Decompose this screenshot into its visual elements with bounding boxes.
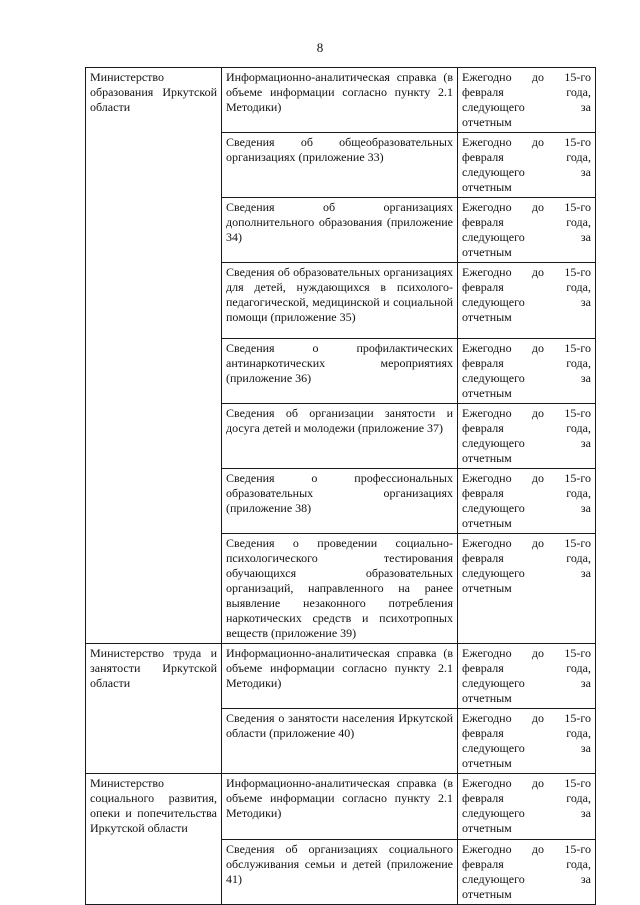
deadline-word: следующего: [462, 165, 525, 179]
deadline-word: 15-го: [564, 406, 591, 420]
deadline-word: отчетным: [462, 581, 512, 595]
report-description-cell: Сведения о проведении социально-психологического тестирования обучающихся образовательных организаций, направленного на ранее выявление незаконного потребления наркотических средств и психотропных веществ (приложение 39): [222, 534, 458, 644]
deadline-word: февраля: [462, 726, 504, 740]
deadline-word: 15-го: [564, 200, 591, 214]
deadline-word: февраля: [462, 356, 504, 370]
deadline-word: до: [531, 842, 545, 856]
deadline-cell: [458, 404, 596, 469]
deadline-word: отчетным: [462, 245, 512, 259]
deadline-word: Ежегодно: [462, 842, 512, 856]
deadline-word: года,: [566, 215, 591, 229]
report-description-cell: Информационно-аналитическая справка (в объеме информации согласно пункту 2.1 Методики): [222, 644, 458, 709]
deadline-word: за: [580, 741, 591, 755]
deadline-word: 15-го: [564, 135, 591, 149]
deadline-word: следующего: [462, 741, 525, 755]
deadline-word: 15-го: [564, 776, 591, 790]
deadline-word: 15-го: [564, 646, 591, 660]
deadline-word: Ежегодно: [462, 536, 512, 550]
deadline-word: Ежегодно: [462, 265, 512, 279]
deadline-word: следующего: [462, 436, 525, 450]
deadline-word: 15-го: [564, 711, 591, 725]
deadline-word: до: [531, 536, 545, 550]
deadline-word: отчетным: [462, 887, 512, 901]
table-row: [86, 774, 596, 840]
report-description-cell: Сведения об общеобразовательных организациях (приложение 33): [222, 133, 458, 198]
deadline-word: 15-го: [564, 536, 591, 550]
deadline-word: следующего: [462, 100, 525, 114]
deadline-word: отчетным: [462, 756, 512, 770]
deadline-cell: [458, 709, 596, 774]
deadline-word: Ежегодно: [462, 135, 512, 149]
table-row: [86, 644, 596, 709]
deadline-word: следующего: [462, 676, 525, 690]
deadline-word: следующего: [462, 872, 525, 886]
deadline-word: за: [580, 230, 591, 244]
deadline-word: до: [531, 70, 545, 84]
deadline-word: до: [531, 135, 545, 149]
deadline-word: отчетным: [462, 821, 512, 835]
deadline-word: 15-го: [564, 341, 591, 355]
report-description-cell: Информационно-аналитическая справка (в объеме информации согласно пункту 2.1 Методики): [222, 68, 458, 133]
deadline-word: 15-го: [564, 70, 591, 84]
deadline-word: следующего: [462, 566, 525, 580]
deadline-word: года,: [566, 85, 591, 99]
report-description-cell: Сведения о занятости населения Иркутской области (приложение 40): [222, 709, 458, 774]
deadline-word: февраля: [462, 421, 504, 435]
deadline-word: 15-го: [564, 265, 591, 279]
deadline-word: года,: [566, 280, 591, 294]
report-description-cell: Информационно-аналитическая справка (в объеме информации согласно пункту 2.1 Методики): [222, 774, 458, 840]
report-description-cell: Сведения об организациях дополнительного образования (приложение 34): [222, 198, 458, 263]
deadline-word: за: [580, 501, 591, 515]
deadline-word: года,: [566, 486, 591, 500]
deadline-word: отчетным: [462, 180, 512, 194]
deadline-cell: [458, 840, 596, 905]
deadline-word: следующего: [462, 501, 525, 515]
deadline-word: до: [531, 265, 545, 279]
deadline-cell: [458, 339, 596, 404]
deadline-word: февраля: [462, 791, 504, 805]
deadline-word: Ежегодно: [462, 200, 512, 214]
deadline-word: февраля: [462, 85, 504, 99]
deadline-word: года,: [566, 726, 591, 740]
report-description-cell: Сведения о профилактических антинаркотических мероприятиях (приложение 36): [222, 339, 458, 404]
deadline-word: Ежегодно: [462, 711, 512, 725]
deadline-word: февраля: [462, 150, 504, 164]
deadline-word: Ежегодно: [462, 70, 512, 84]
deadline-cell: [458, 133, 596, 198]
ministry-cell: Министерство социального развития, опеки и попечительства Иркутской области: [86, 774, 222, 905]
deadline-word: до: [531, 341, 545, 355]
report-description-cell: Сведения об организации занятости и досуга детей и молодежи (приложение 37): [222, 404, 458, 469]
deadline-cell: [458, 68, 596, 133]
deadline-word: 15-го: [564, 471, 591, 485]
deadline-word: февраля: [462, 551, 504, 565]
deadline-word: Ежегодно: [462, 341, 512, 355]
deadline-cell: [458, 263, 596, 339]
deadline-word: Ежегодно: [462, 471, 512, 485]
deadline-word: за: [580, 566, 591, 580]
deadline-word: февраля: [462, 857, 504, 871]
deadline-word: до: [531, 776, 545, 790]
deadline-word: отчетным: [462, 310, 512, 324]
deadline-word: за: [580, 676, 591, 690]
deadline-word: отчетным: [462, 451, 512, 465]
deadline-word: февраля: [462, 215, 504, 229]
deadline-word: за: [580, 436, 591, 450]
deadline-word: следующего: [462, 295, 525, 309]
table-row: [86, 68, 596, 133]
deadline-word: года,: [566, 421, 591, 435]
deadline-word: за: [580, 806, 591, 820]
deadline-cell: [458, 469, 596, 534]
deadline-word: 15-го: [564, 842, 591, 856]
deadline-cell: [458, 774, 596, 840]
report-table: [85, 67, 596, 905]
report-description-cell: Сведения о профессиональных образовательных организациях (приложение 38): [222, 469, 458, 534]
deadline-word: года,: [566, 356, 591, 370]
deadline-word: следующего: [462, 230, 525, 244]
deadline-cell: [458, 534, 596, 644]
deadline-word: за: [580, 872, 591, 886]
deadline-cell: [458, 644, 596, 709]
ministry-cell: Министерство труда и занятости Иркутской области: [86, 644, 222, 774]
deadline-word: следующего: [462, 371, 525, 385]
deadline-word: Ежегодно: [462, 776, 512, 790]
deadline-word: до: [531, 711, 545, 725]
deadline-word: следующего: [462, 806, 525, 820]
deadline-word: февраля: [462, 486, 504, 500]
ministry-cell: Министерство образования Иркутской области: [86, 68, 222, 644]
deadline-word: отчетным: [462, 691, 512, 705]
report-description-cell: Сведения об образовательных организациях для детей, нуждающихся в психолого-педагогической, медицинской и социальной помощи (приложение 35): [222, 263, 458, 339]
deadline-word: отчетным: [462, 386, 512, 400]
deadline-word: года,: [566, 551, 591, 565]
report-description-cell: Сведения об организациях социального обслуживания семьи и детей (приложение 41): [222, 840, 458, 905]
deadline-word: Ежегодно: [462, 406, 512, 420]
deadline-word: до: [531, 471, 545, 485]
deadline-word: отчетным: [462, 115, 512, 129]
deadline-word: февраля: [462, 280, 504, 294]
deadline-word: года,: [566, 857, 591, 871]
deadline-word: года,: [566, 791, 591, 805]
deadline-cell: [458, 198, 596, 263]
deadline-word: года,: [566, 661, 591, 675]
deadline-word: за: [580, 295, 591, 309]
deadline-word: за: [580, 371, 591, 385]
deadline-word: Ежегодно: [462, 646, 512, 660]
deadline-word: года,: [566, 150, 591, 164]
deadline-word: до: [531, 646, 545, 660]
deadline-word: февраля: [462, 661, 504, 675]
deadline-word: до: [531, 200, 545, 214]
deadline-word: за: [580, 100, 591, 114]
deadline-word: отчетным: [462, 516, 512, 530]
deadline-word: за: [580, 165, 591, 179]
deadline-word: до: [531, 406, 545, 420]
page-number: 8: [316, 40, 324, 55]
